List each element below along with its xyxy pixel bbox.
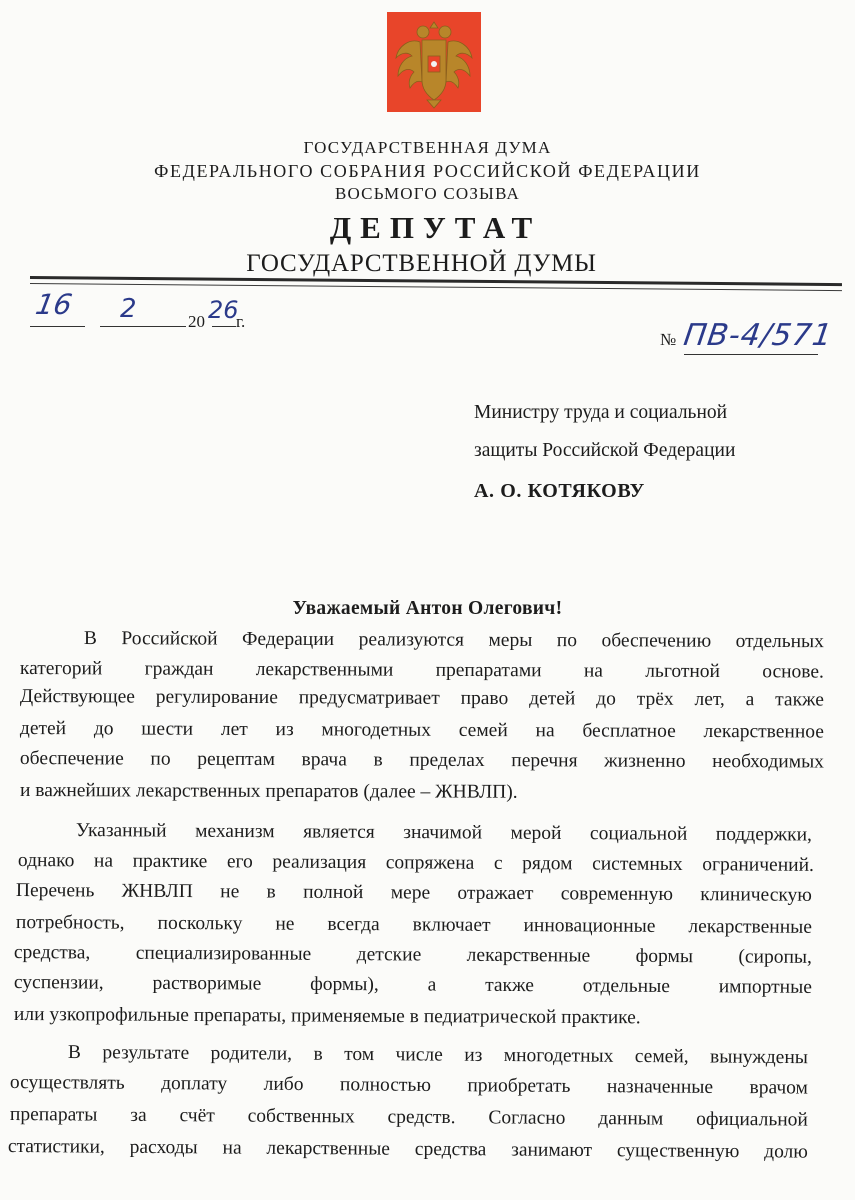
body-line: средства, специализированные детские лекарственные формы (сиропы, — [13, 942, 812, 968]
body-line: однако на практике его реализация сопряжена с рядом системных ограничений. — [17, 850, 814, 876]
body-line: В Российской Федерации реализуются меры по обеспечению отдельных — [83, 628, 824, 653]
body-line: потребность, поскольку не всегда включает инновационные лекарственные — [15, 912, 812, 938]
body-line: суспензии, растворимые формы), а также отдельные импортные — [13, 972, 812, 998]
body-line: статистики, расходы на лекарственные средства занимают существенную долю — [7, 1136, 808, 1163]
org-line-2: ФЕДЕРАЛЬНОГО СОБРАНИЯ РОССИЙСКОЙ ФЕДЕРАЦИИ — [154, 161, 701, 181]
body-line: осуществлять доплату либо полностью приобретать назначенные врачом — [9, 1072, 808, 1099]
body-line: Перечень ЖНВЛП не в полной мере отражает современную клиническую — [15, 880, 812, 906]
addressee-position-line1: Министру труда и социальной — [474, 402, 728, 423]
body-line: Действующее регулирование предусматривает право детей до трёх лет, а также — [19, 686, 824, 711]
addressee-name: А. О. КОТЯКОВУ — [474, 480, 645, 502]
body-line: или узкопрофильные препараты, применяемые в педиатрической практике. — [13, 1004, 641, 1029]
registration-number: ПВ-4/571 — [681, 318, 835, 353]
date-day-underline — [30, 326, 85, 327]
body-line: детей до шести лет из многодетных семей на бесплатное лекарственное — [19, 718, 824, 743]
date-year-suffix: 26 — [208, 296, 239, 324]
body-line: В результате родители, в том числе из многодетных семей, вынуждены — [67, 1042, 808, 1069]
date-month: 2 — [120, 294, 137, 324]
body-line: и важнейших лекарственных препаратов (далее – ЖНВЛП). — [19, 780, 518, 803]
org-line-3: ВОСЬМОГО СОЗЫВА — [334, 184, 521, 203]
number-sign: № — [660, 330, 677, 349]
addressee-position-line2: защиты Российской Федерации — [474, 440, 736, 461]
date-month-underline — [100, 326, 186, 327]
body-line: обеспечение по рецептам врача в пределах перечня жизненно необходимых — [19, 748, 824, 773]
coat-of-arms-emblem — [387, 12, 481, 112]
greeting: Уважаемый Антон Олегович! — [292, 598, 563, 619]
letterhead-title: ДЕПУТАТ — [329, 210, 542, 245]
letterhead-subtitle: ГОСУДАРСТВЕННОЙ ДУМЫ — [246, 250, 597, 277]
date-year-unit: г. — [236, 312, 246, 331]
number-underline — [684, 354, 818, 355]
body-line: препараты за счёт собственных средств. Согласно данным официальной — [9, 1104, 808, 1131]
body-line: категорий граждан лекарственными препаратами на льготной основе. — [19, 658, 824, 683]
date-year-prefix: 20 — [188, 312, 205, 331]
org-line-1: ГОСУДАРСТВЕННАЯ ДУМА — [303, 138, 552, 157]
body-line: Указанный механизм является значимой мерой социальной поддержки, — [75, 820, 812, 846]
date-year-underline — [212, 326, 236, 327]
date-day: 16 — [33, 288, 75, 321]
